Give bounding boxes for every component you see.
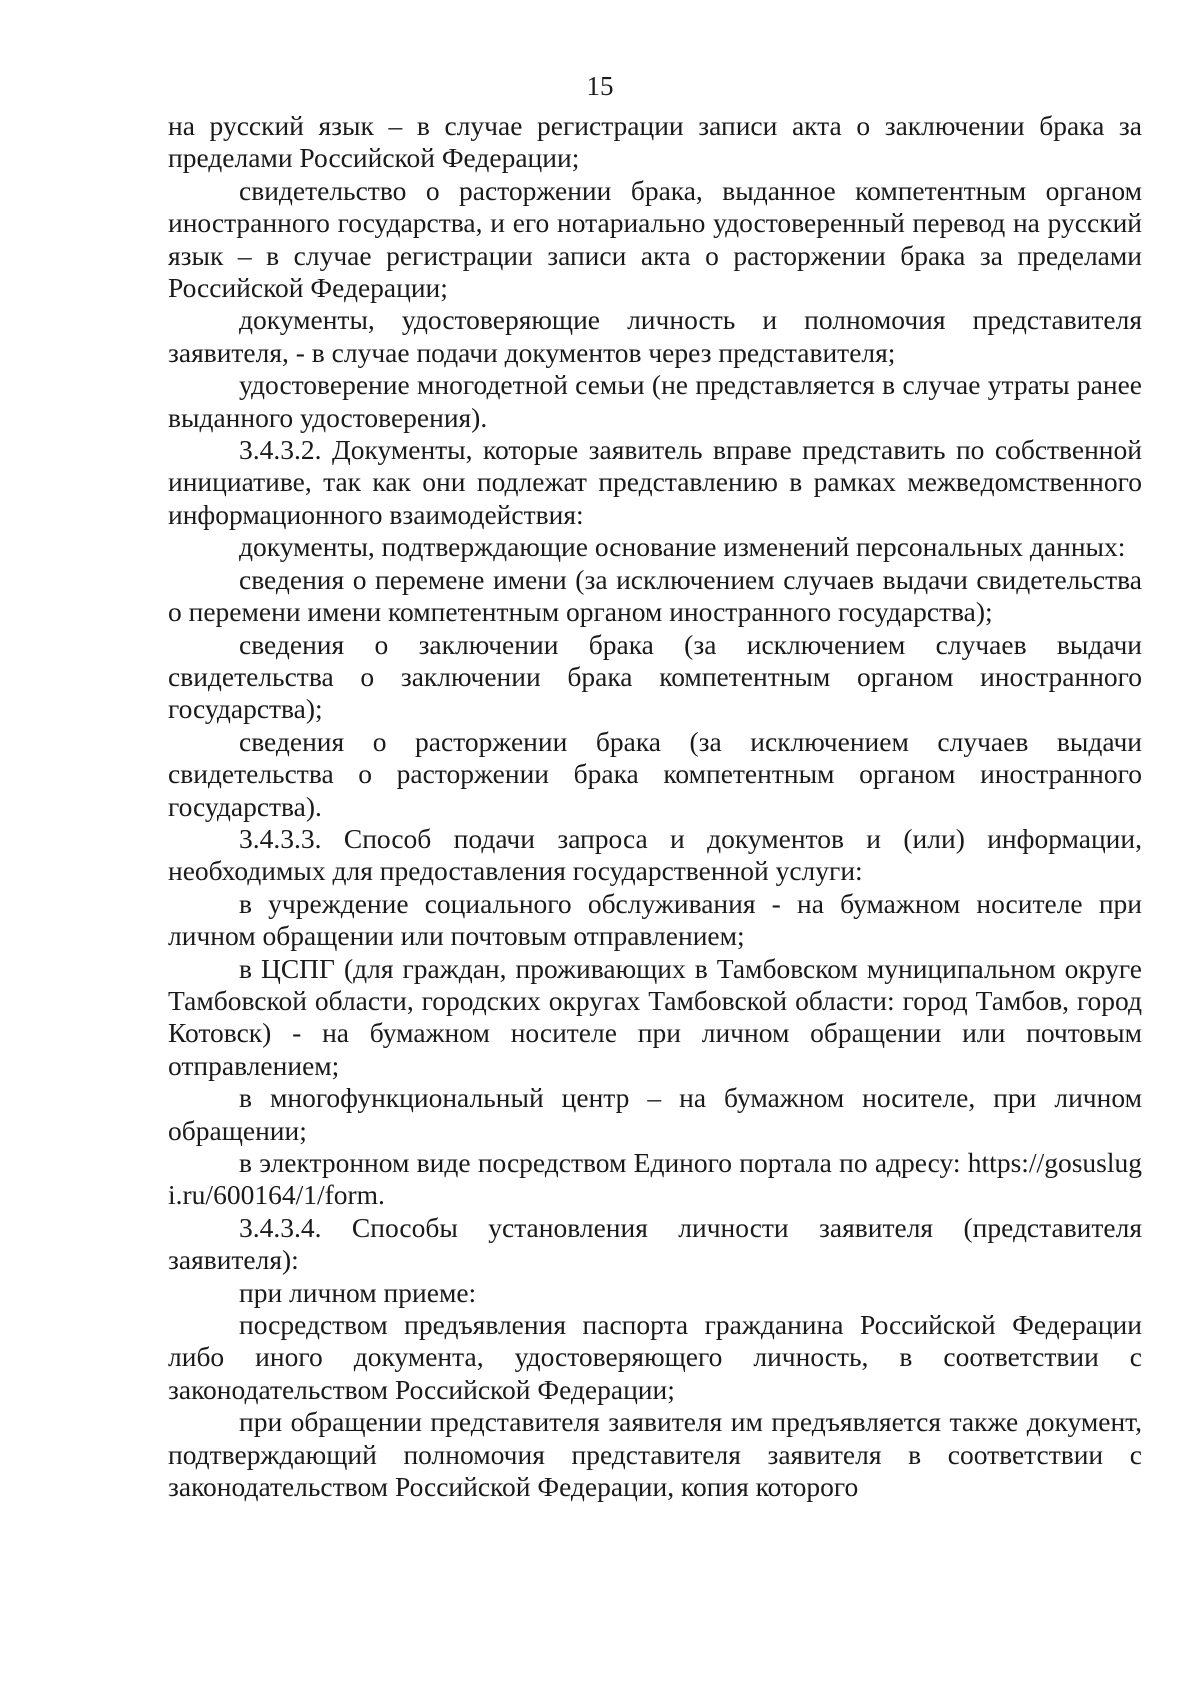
paragraph-name-change: сведения о перемене имени (за исключением случаев выдачи свидетельства о перемени имени компетентным органом иностранного государства); [168,563,1142,628]
paragraph-marriage-info: сведения о заключении брака (за исключением случаев выдачи свидетельства о заключении брака компетентным органом иностранного государства); [168,628,1142,725]
paragraph-marriage-translation: на русский язык – в случае регистрации записи акта о заключении брака за пределами Российской Федерации; [168,110,1142,174]
paragraph-divorce-info: сведения о расторжении брака (за исключением случаев выдачи свидетельства о расторжении брака компетентным органом иностранного государства). [168,725,1142,822]
paragraph-representative-documents: документы, удостоверяющие личность и полномочия представителя заявителя, - в случае подачи документов через представителя; [168,304,1142,368]
paragraph-electronic-portal: в электронном виде посредством Единого портала по адресу: https://gosuslugi.ru/600164/1/form. [168,1147,1142,1211]
paragraph-section-3-4-3-3: 3.4.3.3. Способ подачи запроса и документов и (или) информации, необходимых для предоставления государственной услуги: [168,822,1142,887]
paragraph-divorce-certificate: свидетельство о расторжении брака, выданное компетентным органом иностранного государства, и его нотариально удостоверенный перевод на русский язык – в случае регистрации записи акта о расторжении брака за пределами Российской Федерации; [168,174,1142,304]
paragraph-personal-data-documents: документы, подтверждающие основание изменений персональных данных: [239,531,1126,563]
paragraph-social-service: в учреждение социального обслуживания - на бумажном носителе при личном обращении или почтовым отправлением; [168,887,1142,952]
paragraph-passport: посредством предъявления паспорта гражданина Российской Федерации либо иного документа, удостоверяющего личность, в соответствии с законодательством Российской Федерации; [168,1309,1142,1405]
page-number: 15 [586,71,614,101]
document-body [168,110,1142,1503]
paragraph-mfc: в многофункциональный центр – на бумажном носителе, при личном обращении; [168,1082,1142,1146]
paragraph-representative-authority: при обращении представителя заявителя им предъявляется также документ, подтверждающий полномочия представителя заявителя в соответствии с законодательством Российской Федерации, копия которого [168,1406,1142,1503]
paragraph-section-3-4-3-2: 3.4.3.2. Документы, которые заявитель вправе представить по собственной инициативе, так как они подлежат представлению в рамках межведомственного информационного взаимодействия: [168,434,1142,530]
paragraph-section-3-4-3-4: 3.4.3.4. Способы установления личности заявителя (представителя заявителя): [168,1211,1142,1276]
paragraph-large-family-certificate: удостоверение многодетной семьи (не представляется в случае утраты ранее выданного удостоверения). [168,369,1142,433]
paragraph-personal-reception: при личном приеме: [239,1276,477,1308]
paragraph-cspg: в ЦСПГ (для граждан, проживающих в Тамбовском муниципальном округе Тамбовской области, городских округах Тамбовской области: город Тамбов, город Котовск) - на бумажном носителе при личном обращении или почтовым отправлением; [168,952,1142,1081]
